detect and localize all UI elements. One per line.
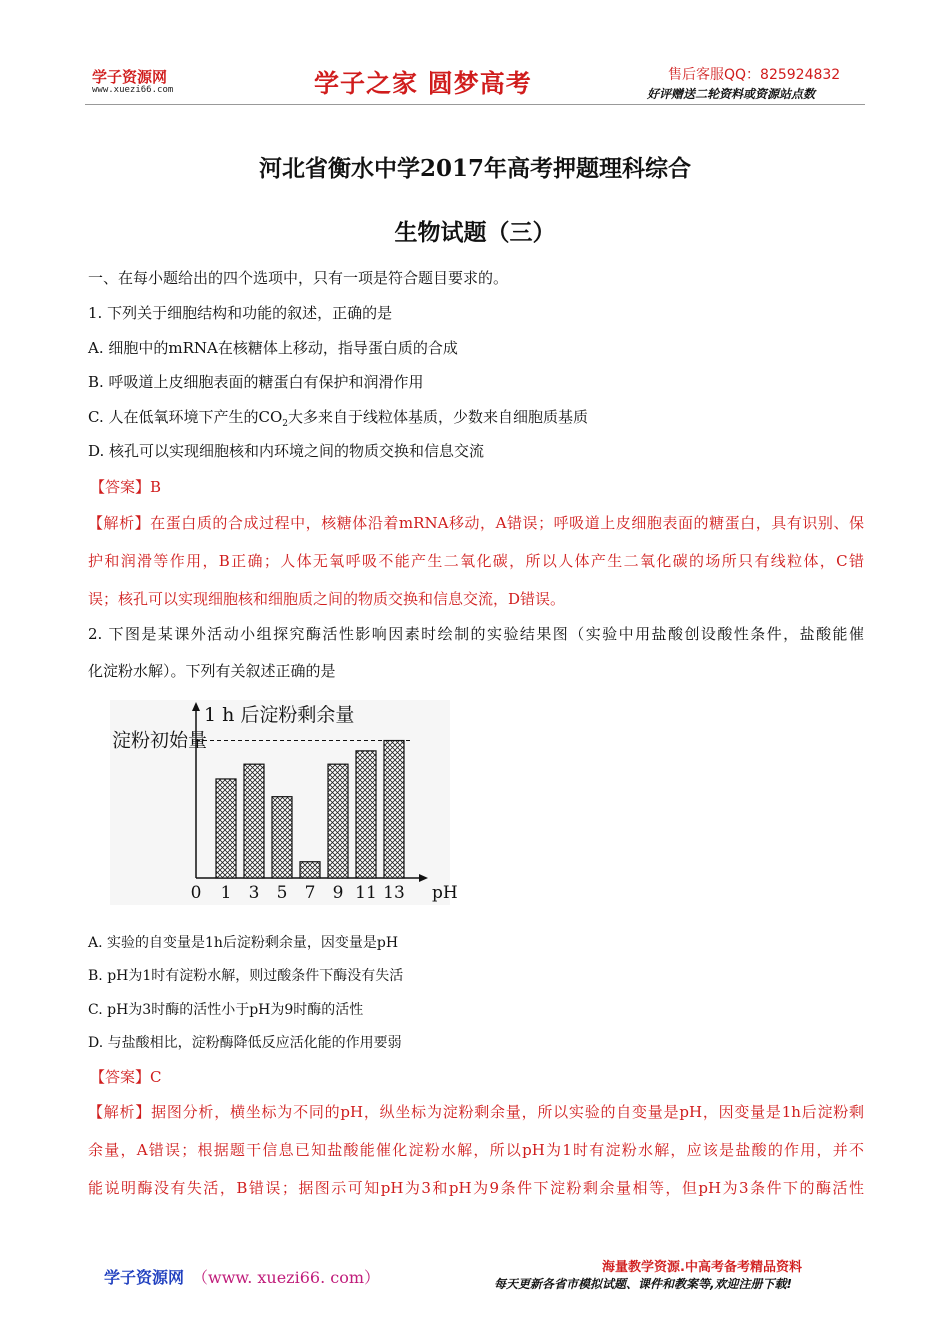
bar-ph-1 bbox=[216, 779, 236, 878]
q1-analysis-line-2: 护和润滑等作用，B正确；人体无氧呼吸不能产生二氧化碳，所以人体产生二氧化碳的场所只有线粒体，C错 bbox=[88, 552, 864, 570]
q2-stem-line-1: 2. 下图是某课外活动小组探究酶活性影响因素时绘制的实验结果图（实验中用盐酸创设酸性条件，盐酸能催 bbox=[88, 625, 864, 643]
bar-ph-13 bbox=[384, 741, 404, 878]
x-tick-label-9: 9 bbox=[332, 883, 344, 903]
footer-note: 每天更新各省市模拟试题、课件和教案等,欢迎注册下载! bbox=[494, 1277, 793, 1291]
q2-option-b: B. pH为1时有淀粉水解，则过酸条件下酶没有失活 bbox=[88, 968, 404, 984]
footer-url[interactable]: （www. xuezi66. com） bbox=[192, 1268, 381, 1287]
q2-analysis-line-2: 余量，A错误；根据题干信息已知盐酸能催化淀粉水解，所以pH为1时有淀粉水解，应该是盐酸的作用，并不 bbox=[88, 1141, 864, 1159]
q2-option-d: D. 与盐酸相比，淀粉酶降低反应活化能的作用要弱 bbox=[88, 1035, 402, 1051]
q2-option-a: A. 实验的自变量是1h后淀粉剩余量，因变量是pH bbox=[88, 935, 399, 951]
initial-level-label: 淀粉初始量 bbox=[112, 729, 208, 752]
bar-ph-3 bbox=[244, 764, 264, 878]
section-instruction: 一、在每小题给出的四个选项中，只有一项是符合题目要求的。 bbox=[88, 269, 509, 287]
bar-ph-5 bbox=[272, 797, 292, 878]
x-origin-label: 0 bbox=[190, 883, 202, 903]
footer-tagline: 海量教学资源.中高考备考精品资料 bbox=[602, 1260, 802, 1275]
q2-analysis-line-1: 【解析】据图分析，横坐标为不同的pH，纵坐标为淀粉剩余量，所以实验的自变量是pH，因变量是1h后淀粉剩 bbox=[88, 1103, 864, 1121]
q1-option-b: B. 呼吸道上皮细胞表面的糖蛋白有保护和润滑作用 bbox=[88, 373, 424, 391]
page-title: 河北省衡水中学2017年高考押题理科综合 bbox=[258, 155, 691, 182]
header-qq: 售后客服QQ：825924832 bbox=[668, 67, 841, 83]
q1-option-c-pre: C. 人在低氧环境下产生的CO bbox=[88, 408, 283, 426]
q1-answer: 【答案】B bbox=[90, 478, 162, 496]
q2-stem-line-2: 化淀粉水解）。下列有关叙述正确的是 bbox=[88, 662, 336, 680]
q2-answer: 【答案】C bbox=[90, 1068, 162, 1086]
q2-analysis-line-3: 能说明酶没有失活，B错误；据图示可知pH为3和pH为9条件下淀粉剩余量相等，但pH为3条件下的酶活性 bbox=[88, 1179, 864, 1197]
x-tick-label-1: 1 bbox=[220, 883, 232, 903]
header-slogan: 学子之家 圆梦高考 bbox=[314, 69, 532, 98]
q1-option-c-post: 大多来自于线粒体基质，少数来自细胞质基质 bbox=[288, 408, 589, 426]
bar-ph-7 bbox=[300, 862, 320, 878]
footer-logo: 学子资源网 bbox=[104, 1268, 185, 1287]
q1-option-d: D. 核孔可以实现细胞核和内环境之间的物质交换和信息交流 bbox=[88, 442, 485, 460]
q1-option-c-sub: 2 bbox=[282, 419, 288, 429]
header-note: 好评赠送二轮资料或资源站点数 bbox=[647, 87, 816, 101]
q1-option-c bbox=[88, 406, 588, 429]
q2-option-c: C. pH为3时酶的活性小于pH为9时酶的活性 bbox=[88, 1002, 364, 1018]
x-tick-label-5: 5 bbox=[276, 883, 288, 903]
page-subtitle: 生物试题（三） bbox=[394, 219, 556, 246]
x-tick-label-11: 11 bbox=[355, 883, 377, 903]
q1-analysis-line-3: 误；核孔可以实现细胞核和细胞质之间的物质交换和信息交流，D错误。 bbox=[88, 590, 566, 608]
q1-stem: 1. 下列关于细胞结构和功能的叙述，正确的是 bbox=[88, 304, 393, 322]
y-axis-label: 1 h 后淀粉剩余量 bbox=[204, 704, 355, 726]
header-logo: 学子资源网 bbox=[92, 68, 168, 86]
starch-remaining-chart bbox=[110, 700, 458, 905]
bar-ph-11 bbox=[356, 751, 376, 878]
header-logo-url: www.xuezi66.com bbox=[92, 85, 174, 95]
x-axis-label: pH bbox=[432, 883, 458, 903]
q1-analysis-line-1: 【解析】在蛋白质的合成过程中，核糖体沿着mRNA移动，A错误；呼吸道上皮细胞表面的糖蛋白，具有识别、保 bbox=[88, 514, 864, 532]
x-tick-label-13: 13 bbox=[383, 883, 405, 903]
x-tick-label-3: 3 bbox=[248, 883, 260, 903]
q1-option-a: A. 细胞中的mRNA在核糖体上移动，指导蛋白质的合成 bbox=[88, 339, 458, 357]
header-divider bbox=[85, 104, 865, 105]
x-tick-label-7: 7 bbox=[304, 883, 316, 903]
bar-ph-9 bbox=[328, 764, 348, 878]
